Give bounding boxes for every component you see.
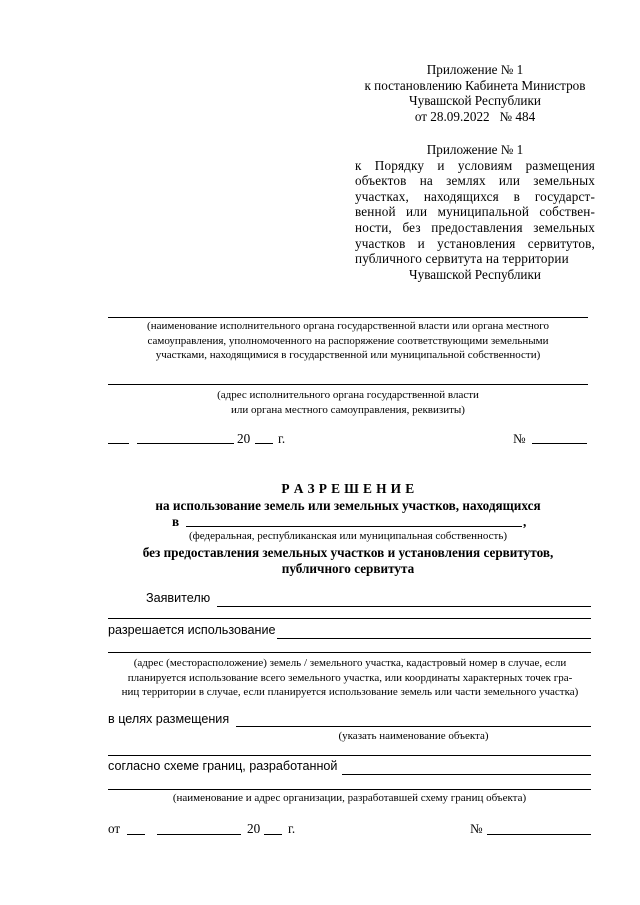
scheme-label: согласно схеме границ, разработанной	[108, 759, 338, 773]
applicant-label: Заявителю	[146, 591, 211, 605]
scheme-field-extra-line[interactable]	[108, 789, 591, 790]
location-caption-line-2: планируется использование всего земельного участка, или координаты характерных точек гра-	[127, 671, 573, 684]
location-caption	[100, 656, 600, 700]
document-heading: Р А З Р Е Ш Е Н И Е	[281, 481, 415, 496]
purpose-field[interactable]	[236, 726, 591, 727]
number-label: №	[513, 431, 526, 446]
bottom-year-suffix: г.	[288, 821, 296, 836]
org-caption-line-3: участками, находящимися в государственной или муниципальной собственности)	[155, 349, 541, 361]
heading-in-word: в	[172, 514, 180, 529]
bottom-from-label: от	[108, 821, 121, 836]
applicant-field-extra-line[interactable]	[108, 618, 591, 619]
applicant-field[interactable]	[217, 606, 591, 607]
permitted-use-field[interactable]	[277, 638, 591, 639]
heading-line-1: на использование земель или земельных участков, находящихся	[155, 498, 541, 513]
appendix-1-republic: Чувашской Республики	[409, 93, 541, 109]
date-year-blank[interactable]	[255, 443, 273, 444]
bottom-number-blank[interactable]	[487, 834, 591, 835]
date-day-blank[interactable]	[108, 443, 129, 444]
ownership-caption: (федеральная, республиканская или муниципальная собственность)	[188, 530, 508, 542]
scheme-field[interactable]	[342, 774, 591, 775]
date-year-suffix: г.	[278, 431, 286, 446]
appendix-1-title: Приложение № 1	[426, 62, 524, 77]
bottom-year-prefix: 20	[247, 821, 261, 836]
org-caption-line-2: самоуправления, уполномоченного на распоряжение соответствующими земельными	[147, 334, 549, 347]
addr-caption-line-1: (адрес исполнительного органа государственной власти	[217, 389, 479, 401]
permitted-use-label: разрешается использование	[108, 623, 276, 637]
purpose-field-extra-line[interactable]	[108, 755, 591, 756]
bottom-number-label: №	[470, 821, 483, 836]
date-year-prefix: 20	[237, 431, 251, 446]
bottom-day-blank[interactable]	[127, 834, 145, 835]
bottom-year-blank[interactable]	[264, 834, 282, 835]
heading-line-3: без предоставления земельных участков и установления сервитутов,	[142, 545, 554, 560]
bottom-month-blank[interactable]	[157, 834, 241, 835]
appendix-1-resolution: к постановлению Кабинета Министров	[364, 77, 586, 93]
addr-caption-line-2: или органа местного самоуправления, реквизиты)	[231, 403, 465, 416]
number-blank[interactable]	[532, 443, 587, 444]
org-name-line[interactable]	[108, 317, 588, 318]
purpose-caption: (указать наименование объекта)	[338, 730, 489, 742]
purpose-label: в целях размещения	[108, 712, 230, 726]
appendix-1-date-number: от 28.09.2022 № 484	[414, 108, 536, 124]
appendix-2-title: Приложение № 1	[426, 142, 524, 157]
location-field-line[interactable]	[108, 652, 591, 653]
appendix-2-block	[355, 142, 595, 282]
location-caption-line-3: ниц территории в случае, если планируется использование земель или части земельного участка)	[121, 686, 579, 698]
ownership-type-blank[interactable]	[186, 526, 522, 527]
location-caption-line-1: (адрес (месторасположение) земель / земельного участка, кадастровый номер в случае, если	[133, 657, 567, 669]
date-month-blank[interactable]	[137, 443, 234, 444]
org-caption-line-1: (наименование исполнительного органа государственной власти или органа местного	[147, 320, 549, 332]
scheme-caption: (наименование и адрес организации, разработавшей схему границ объекта)	[172, 792, 527, 804]
org-address-caption	[108, 388, 588, 417]
org-address-line[interactable]	[108, 384, 588, 385]
heading-comma: ,	[523, 514, 527, 529]
appendix-1-block	[355, 62, 595, 124]
org-name-caption	[108, 319, 588, 363]
heading-line-4: публичного сервитута	[281, 561, 415, 576]
appendix-2-last-line: Чувашской Республики	[409, 266, 541, 282]
appendix-2-body: к Порядку и условиям размещения объектов на землях или земельных участках, находящихся в государст-венной или муниципальной собствен-ности, без предоставления земельных участков и установления сервитутов, публичного сервитута на территории	[355, 157, 595, 267]
